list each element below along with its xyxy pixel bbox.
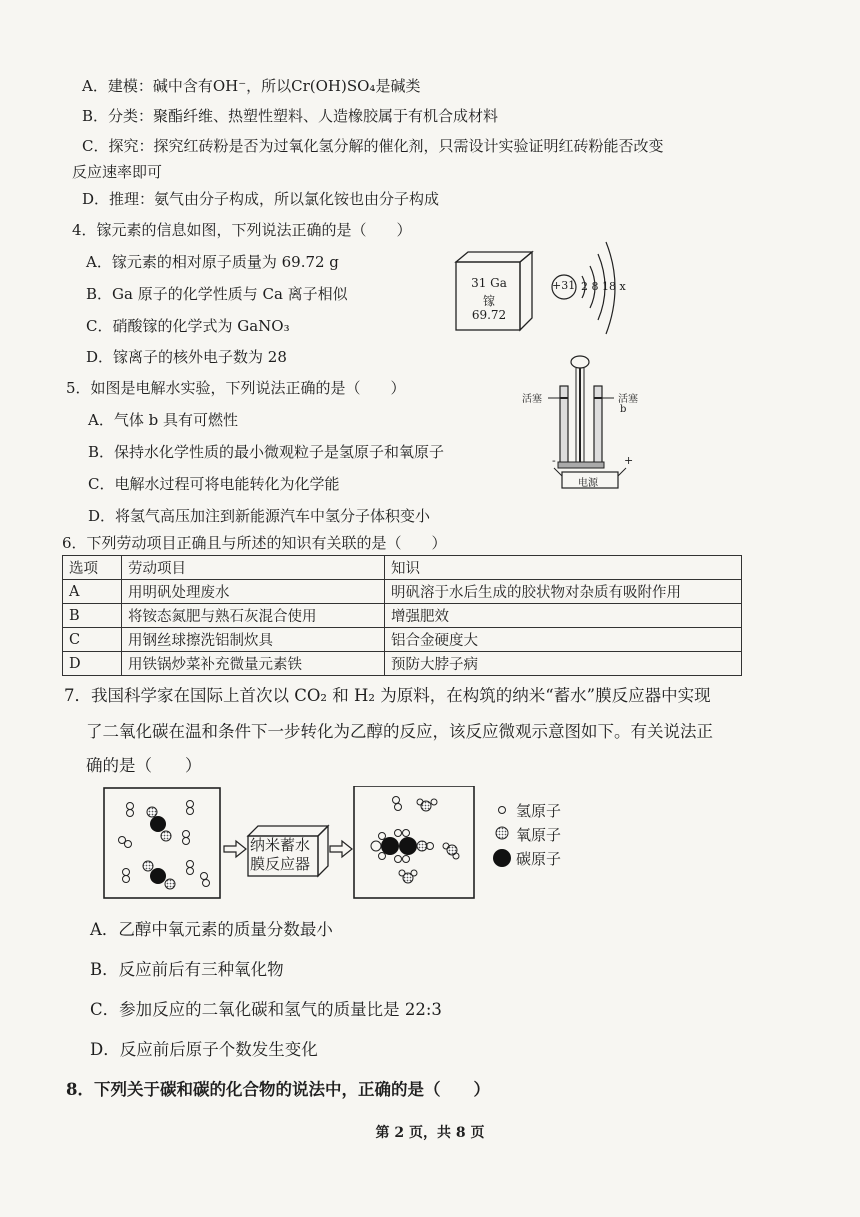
q3-option-c-continued: 反应速率即可 (72, 163, 163, 181)
page-footer: 第 2 页，共 8 页 (375, 1125, 485, 1141)
legend-icons (492, 800, 516, 880)
element-card-figure (454, 254, 532, 334)
table-row (63, 652, 742, 676)
q5-option-a: A．气体 b 具有可燃性 (88, 411, 238, 429)
row-option: B (63, 604, 122, 628)
element-symbol: Ga (490, 276, 507, 290)
q4-option-a: A．镓元素的相对原子质量为 69.72 g (86, 253, 339, 271)
row-knowledge: 铝合金硬度大 (385, 628, 742, 652)
legend-hydrogen: 氢原子 (516, 802, 562, 820)
gas-b-label: b (620, 404, 627, 415)
row-knowledge: 预防大脖子病 (385, 652, 742, 676)
element-mass: 69.72 (471, 308, 507, 322)
legend-oxygen: 氧原子 (516, 826, 562, 844)
header-option: 选项 (63, 556, 122, 580)
q5-option-c: C．电解水过程可将电能转化为化学能 (88, 475, 340, 493)
electrolysis-figure (518, 350, 648, 495)
row-option: D (63, 652, 122, 676)
q7-option-c: C．参加反应的二氧化碳和氢气的质量比是 22:3 (90, 1000, 442, 1019)
row-option: C (63, 628, 122, 652)
reactor-label-line2: 膜反应器 (250, 855, 311, 873)
valve-left-label: 活塞 (522, 394, 542, 405)
valve-right-label: 活塞 (618, 394, 638, 405)
q3-option-c: C．探究：探究红砖粉是否为过氧化氢分解的催化剂，只需设计实验证明红砖粉能否改变 (82, 137, 664, 155)
table-row (63, 604, 742, 628)
q3-option-d: D．推理：氨气由分子构成，所以氯化铵也由分子构成 (82, 190, 440, 208)
minus-sign: - (552, 454, 556, 467)
reaction-diagram (100, 786, 480, 902)
q7-option-d: D．反应前后原子个数发生变化 (90, 1040, 318, 1059)
q6-table (62, 555, 742, 676)
q7-option-a: A．乙醇中氧元素的质量分数最小 (90, 920, 333, 939)
q4-option-d: D．镓离子的核外电子数为 28 (86, 348, 287, 366)
row-labor: 用铁锅炒菜补充微量元素铁 (122, 652, 385, 676)
table-row (63, 628, 742, 652)
atom-structure-figure (548, 238, 638, 338)
row-option: A (63, 580, 122, 604)
row-labor: 用钢丝球擦洗铝制炊具 (122, 628, 385, 652)
legend-carbon: 碳原子 (516, 850, 562, 868)
q3-option-b: B．分类：聚酯纤维、热塑性塑料、人造橡胶属于有机合成材料 (82, 107, 499, 125)
row-knowledge: 明矾溶于水后生成的胶状物对杂质有吸附作用 (385, 580, 742, 604)
q7-stem-line2: 了二氧化碳在温和条件下一步转化为乙醇的反应，该反应微观示意图如下。有关说法正 (86, 722, 713, 741)
header-labor: 劳动项目 (122, 556, 385, 580)
q7-stem-line1: 7．我国科学家在国际上首次以 CO₂ 和 H₂ 为原料，在构筑的纳米“蓄水”膜反应器中实现 (64, 686, 711, 705)
q3-option-a: A．建模：碱中含有OH⁻，所以Cr(OH)SO₄是碱类 (82, 77, 421, 95)
q5-option-b: B．保持水化学性质的最小微观粒子是氢原子和氧原子 (88, 443, 445, 461)
q7-option-b: B．反应前后有三种氧化物 (90, 960, 284, 979)
q4-option-b: B．Ga 原子的化学性质与 Ca 离子相似 (86, 285, 348, 303)
header-knowledge: 知识 (385, 556, 742, 580)
q6-stem: 6．下列劳动项目正确且与所述的知识有关联的是（ ） (62, 534, 447, 552)
element-name: 镓 (482, 294, 495, 308)
row-labor: 将铵态氮肥与熟石灰混合使用 (122, 604, 385, 628)
q4-stem: 4．镓元素的信息如图，下列说法正确的是（ ） (72, 221, 412, 239)
table-row (63, 580, 742, 604)
row-labor: 用明矾处理废水 (122, 580, 385, 604)
q7-stem-line3: 确的是（ ） (86, 756, 202, 775)
plus-sign: + (624, 454, 634, 467)
q5-stem: 5．如图是电解水实验，下列说法正确的是（ ） (66, 379, 406, 397)
element-number: 31 (471, 276, 487, 290)
q5-option-d: D．将氢气高压加注到新能源汽车中氢分子体积变小 (88, 507, 431, 525)
nucleus-charge: +31 (552, 279, 576, 292)
power-label: 电源 (578, 478, 598, 489)
row-knowledge: 增强肥效 (385, 604, 742, 628)
electron-shells: 2 8 18 x (581, 280, 626, 293)
q8-stem: 8．下列关于碳和碳的化合物的说法中，正确的是（ ） (66, 1080, 490, 1099)
q4-option-c: C．硝酸镓的化学式为 GaNO₃ (86, 317, 290, 335)
table-header-row (63, 556, 742, 580)
reactor-label-line1: 纳米蓄水 (250, 836, 311, 854)
